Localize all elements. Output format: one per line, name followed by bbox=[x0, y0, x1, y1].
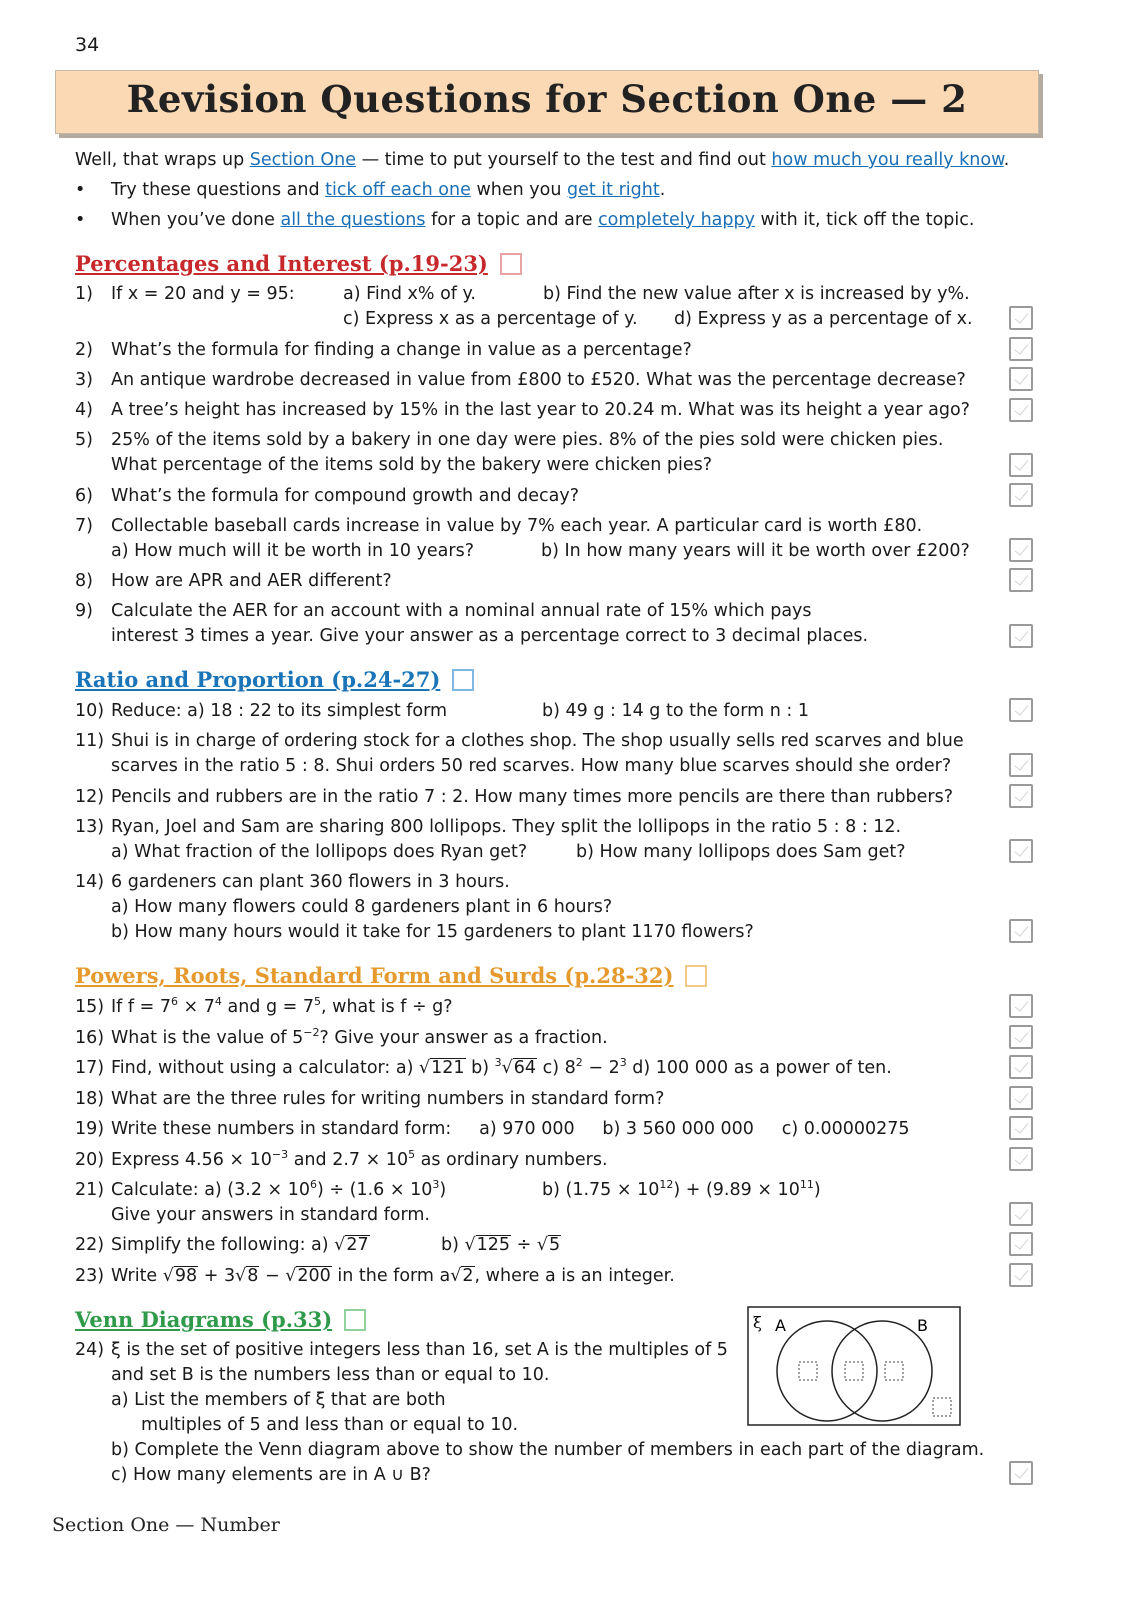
link-get-it-right[interactable]: get it right bbox=[566, 180, 660, 200]
link-all-questions[interactable]: all the questions bbox=[280, 210, 426, 230]
question-text: , where a is an integer. bbox=[474, 1266, 675, 1286]
question-text: as ordinary numbers. bbox=[415, 1150, 608, 1170]
question-7 bbox=[75, 514, 1000, 564]
exponent: −2 bbox=[303, 1026, 320, 1040]
question-9 bbox=[75, 599, 1000, 649]
question-text: ξ is the set of positive integers less than 16, set A is the multiples of 5 bbox=[111, 1340, 728, 1360]
question-number: 14) bbox=[75, 872, 105, 892]
question-text: 25% of the items sold by a bakery in one day were pies. 8% of the pies sold were chicken pies. bbox=[111, 430, 944, 450]
question-number: 11) bbox=[75, 731, 105, 751]
tick-box[interactable] bbox=[1009, 1116, 1033, 1140]
tick-box[interactable] bbox=[1009, 784, 1033, 808]
question-text: Find, without using a calculator: a) bbox=[111, 1058, 419, 1078]
bullet-text: when you bbox=[470, 180, 567, 200]
question-16 bbox=[75, 1026, 1000, 1051]
question-18 bbox=[75, 1087, 1000, 1112]
section-tick-box[interactable] bbox=[500, 253, 522, 275]
tick-box[interactable] bbox=[1009, 624, 1033, 648]
question-text: Express 4.56 × 10 bbox=[111, 1150, 272, 1170]
question-12 bbox=[75, 785, 1000, 810]
question-text: d) 100 000 as a power of ten. bbox=[626, 1058, 892, 1078]
title-banner bbox=[55, 70, 1039, 134]
question-part: a) How many flowers could 8 gardeners plant in 6 hours? bbox=[111, 897, 613, 917]
venn-diagram bbox=[747, 1306, 961, 1426]
bullet-text: for a topic and are bbox=[425, 210, 599, 230]
bullet-2 bbox=[75, 205, 1065, 235]
section-title: Percentages and Interest (p.19-23) bbox=[75, 251, 488, 276]
question-number: 9) bbox=[75, 601, 93, 621]
question-part: b) Find the new value after x is increased by y%. bbox=[543, 284, 970, 304]
tick-box[interactable] bbox=[1009, 568, 1033, 592]
question-17: 17) Find, without using a calculator: a) √121 b) $^3$√64 c) $8^2 - 2^3$ d) 100 000 as a power of ten. bbox=[75, 1056, 1000, 1081]
question-text: c) 8 bbox=[537, 1058, 576, 1078]
question-number: 5) bbox=[75, 430, 93, 450]
question-text: Ryan, Joel and Sam are sharing 800 lollipops. They split the lollipops in the ratio 5 : 8 : 12. bbox=[111, 817, 902, 837]
question-15 bbox=[75, 995, 1000, 1020]
link-section-one[interactable]: Section One bbox=[249, 150, 356, 170]
intro-line bbox=[75, 145, 1065, 175]
set-a-label: A bbox=[775, 1316, 786, 1335]
question-20 bbox=[75, 1148, 1000, 1173]
question-text: − 2 bbox=[582, 1058, 620, 1078]
question-text: Calculate: a) (3.2 × 10 bbox=[111, 1180, 311, 1200]
exponent: 2 bbox=[575, 1056, 583, 1070]
question-number: 12) bbox=[75, 787, 105, 807]
section-heading-percentages bbox=[75, 251, 522, 276]
question-number: 22) bbox=[75, 1235, 105, 1255]
question-text: Pencils and rubbers are in the ratio 7 : 2. How many times more pencils are there than rubbers? bbox=[111, 787, 953, 807]
question-text: What’s the formula for finding a change in value as a percentage? bbox=[111, 340, 692, 360]
question-text: ) bbox=[439, 1180, 447, 1200]
question-1 bbox=[75, 282, 1000, 332]
question-text: A tree’s height has increased by 15% in the last year to 20.24 m. What was its height a year ago? bbox=[111, 400, 970, 420]
question-text: ? Give your answer as a fraction. bbox=[319, 1028, 608, 1048]
question-3 bbox=[75, 368, 1000, 393]
tick-box[interactable] bbox=[1009, 483, 1033, 507]
radicand: 98 bbox=[174, 1266, 198, 1286]
question-text: Shui is in charge of ordering stock for a clothes shop. The shop usually sells red scarves and blue bbox=[111, 731, 964, 751]
question-23: 23) Write √98 + 3√8 − √200 in the form a√2, where a is an integer. bbox=[75, 1264, 1000, 1289]
intro bbox=[75, 145, 1065, 235]
tick-box[interactable] bbox=[1009, 306, 1033, 330]
intro-text: — time to put yourself to the test and find out bbox=[356, 150, 772, 170]
question-text: scarves in the ratio 5 : 8. Shui orders 50 red scarves. How many blue scarves should she order? bbox=[111, 756, 952, 776]
question-22: 22) Simplify the following: a) √27 b) √125 ÷ √5 bbox=[75, 1233, 1000, 1258]
exponent: 3 bbox=[619, 1056, 627, 1070]
question-number: 8) bbox=[75, 571, 93, 591]
bullet-1 bbox=[75, 175, 1065, 205]
question-text: ) bbox=[813, 1180, 821, 1200]
tick-box[interactable] bbox=[1009, 994, 1033, 1018]
tick-box[interactable] bbox=[1009, 1025, 1033, 1049]
question-number: 19) bbox=[75, 1119, 105, 1139]
question-10 bbox=[75, 699, 1000, 724]
exponent: 3 bbox=[432, 1178, 440, 1192]
tick-box[interactable] bbox=[1009, 839, 1033, 863]
question-text: in the form a bbox=[331, 1266, 451, 1286]
tick-box[interactable] bbox=[1009, 337, 1033, 361]
tick-box[interactable] bbox=[1009, 1147, 1033, 1171]
exponent: 12 bbox=[659, 1178, 674, 1192]
question-19 bbox=[75, 1117, 1000, 1142]
question-text: Collectable baseball cards increase in value by 7% each year. A particular card is worth £80. bbox=[111, 516, 923, 536]
question-text: b) bbox=[465, 1058, 495, 1078]
section-heading-powers bbox=[75, 963, 707, 988]
question-text: and 2.7 × 10 bbox=[288, 1150, 409, 1170]
tick-box[interactable] bbox=[1009, 698, 1033, 722]
section-title: Powers, Roots, Standard Form and Surds (p.28-32) bbox=[75, 963, 674, 988]
radicand: 200 bbox=[297, 1266, 331, 1286]
bullet-icon: • bbox=[75, 210, 86, 230]
question-8 bbox=[75, 569, 1000, 594]
exponent: 4 bbox=[214, 995, 222, 1009]
question-text: − bbox=[259, 1266, 286, 1286]
section-heading-venn bbox=[75, 1307, 366, 1332]
tick-box[interactable] bbox=[1009, 1055, 1033, 1079]
question-number: 20) bbox=[75, 1150, 105, 1170]
question-text: and g = 7 bbox=[221, 997, 314, 1017]
question-text: , what is f ÷ g? bbox=[321, 997, 453, 1017]
exponent: 11 bbox=[799, 1178, 814, 1192]
question-number: 3) bbox=[75, 370, 93, 390]
question-part: b) Complete the Venn diagram above to show the number of members in each part of the diagram. bbox=[111, 1440, 985, 1460]
bullet-icon: • bbox=[75, 180, 86, 200]
question-text: What’s the formula for compound growth and decay? bbox=[111, 486, 580, 506]
question-number: 17) bbox=[75, 1058, 105, 1078]
question-number: 4) bbox=[75, 400, 93, 420]
section-heading-ratio bbox=[75, 667, 474, 692]
question-part: c) How many elements are in A ∪ B? bbox=[111, 1465, 431, 1485]
question-text: If f = 7 bbox=[111, 997, 171, 1017]
question-part: c) Express x as a percentage of y. bbox=[343, 309, 638, 329]
link-how-much[interactable]: how much you really know bbox=[771, 150, 1004, 170]
bullet-text: with it, tick off the topic. bbox=[754, 210, 975, 230]
radicand: 27 bbox=[346, 1235, 369, 1255]
tick-box[interactable] bbox=[1009, 453, 1033, 477]
tick-box[interactable] bbox=[1009, 1232, 1033, 1256]
question-text: What are the three rules for writing numbers in standard form? bbox=[111, 1089, 665, 1109]
universal-set-label: ξ bbox=[753, 1313, 762, 1332]
question-text: + 3 bbox=[198, 1266, 236, 1286]
question-text: ) ÷ (1.6 × 10 bbox=[317, 1180, 433, 1200]
radicand: 5 bbox=[549, 1235, 561, 1255]
page-title: Revision Questions for Section One — 2 bbox=[126, 77, 968, 121]
question-number: 2) bbox=[75, 340, 93, 360]
tick-box[interactable] bbox=[1009, 367, 1033, 391]
question-text: 6 gardeners can plant 360 flowers in 3 hours. bbox=[111, 872, 510, 892]
link-tick-off[interactable]: tick off each one bbox=[325, 180, 471, 200]
question-number: 15) bbox=[75, 997, 105, 1017]
question-number: 24) bbox=[75, 1340, 105, 1360]
tick-box[interactable] bbox=[1009, 1461, 1033, 1485]
question-part: b) 49 g : 14 g to the form n : 1 bbox=[542, 701, 809, 721]
question-text: Write these numbers in standard form: a) 970 000 b) 3 560 000 000 c) 0.00000275 bbox=[111, 1119, 910, 1139]
question-number: 23) bbox=[75, 1266, 105, 1286]
question-number: 21) bbox=[75, 1180, 105, 1200]
question-number: 7) bbox=[75, 516, 93, 536]
section-title: Ratio and Proportion (p.24-27) bbox=[75, 667, 441, 692]
question-text: Calculate the AER for an account with a nominal annual rate of 15% which pays bbox=[111, 601, 812, 621]
radicand: 125 bbox=[476, 1235, 511, 1255]
question-6 bbox=[75, 484, 1000, 509]
section-tick-box[interactable] bbox=[344, 1309, 366, 1331]
set-b-label: B bbox=[917, 1316, 928, 1335]
question-text: ÷ bbox=[511, 1235, 537, 1255]
tick-box[interactable] bbox=[1009, 1202, 1033, 1226]
question-text: Write bbox=[111, 1266, 163, 1286]
question-part: Reduce: a) 18 : 22 to its simplest form bbox=[111, 701, 448, 721]
question-part: a) List the members of ξ that are both bbox=[111, 1390, 446, 1410]
question-text: interest 3 times a year. Give your answer as a percentage correct to 3 decimal places. bbox=[111, 626, 869, 646]
question-text: b) (1.75 × 10 bbox=[542, 1180, 660, 1200]
exponent: 5 bbox=[408, 1148, 416, 1162]
radicand: 64 bbox=[513, 1058, 537, 1078]
bullet-text: . bbox=[659, 180, 666, 200]
radicand: 8 bbox=[247, 1266, 259, 1286]
question-text: and set B is the numbers less than or equal to 10. bbox=[111, 1365, 550, 1385]
question-part: b) In how many years will it be worth over £200? bbox=[541, 541, 970, 561]
question-part: b) How many hours would it take for 15 gardeners to plant 1170 flowers? bbox=[111, 922, 754, 942]
question-13 bbox=[75, 815, 1000, 865]
tick-box[interactable] bbox=[1009, 398, 1033, 422]
question-4 bbox=[75, 398, 1000, 423]
footer-section-label: Section One — Number bbox=[52, 1514, 280, 1536]
question-text: If x = 20 and y = 95: bbox=[111, 284, 295, 304]
tick-box[interactable] bbox=[1009, 1263, 1033, 1287]
question-21 bbox=[75, 1178, 1000, 1228]
question-5 bbox=[75, 428, 1000, 478]
question-11 bbox=[75, 729, 1000, 779]
question-14 bbox=[75, 870, 1000, 945]
question-text: ) + (9.89 × 10 bbox=[673, 1180, 800, 1200]
tick-box[interactable] bbox=[1009, 919, 1033, 943]
question-number: 18) bbox=[75, 1089, 105, 1109]
radicand: 2 bbox=[462, 1266, 474, 1286]
question-number: 6) bbox=[75, 486, 93, 506]
question-number: 10) bbox=[75, 701, 105, 721]
exponent: 6 bbox=[170, 995, 178, 1009]
question-text: × 7 bbox=[177, 997, 215, 1017]
tick-box[interactable] bbox=[1009, 1086, 1033, 1110]
question-text: Simplify the following: a) bbox=[111, 1235, 335, 1255]
question-2 bbox=[75, 338, 1000, 363]
intro-text: Well, that wraps up bbox=[75, 150, 250, 170]
bullet-text: When you’ve done bbox=[111, 210, 281, 230]
exponent: −3 bbox=[271, 1148, 289, 1162]
question-text: What is the value of 5 bbox=[111, 1028, 304, 1048]
question-part: a) How much will it be worth in 10 years? bbox=[111, 541, 474, 561]
radicand: 121 bbox=[431, 1058, 465, 1078]
question-part: a) What fraction of the lollipops does Ryan get? bbox=[111, 842, 528, 862]
question-number: 1) bbox=[75, 284, 93, 304]
question-part: a) Find x% of y. bbox=[343, 284, 476, 304]
question-text: b) bbox=[441, 1235, 465, 1255]
question-text: What percentage of the items sold by the bakery were chicken pies? bbox=[111, 455, 713, 475]
question-text: An antique wardrobe decreased in value from £800 to £520. What was the percentage decrease? bbox=[111, 370, 966, 390]
tick-box[interactable] bbox=[1009, 538, 1033, 562]
question-text: multiples of 5 and less than or equal to 10. bbox=[141, 1415, 519, 1435]
section-tick-box[interactable] bbox=[685, 965, 707, 987]
bullet-text: Try these questions and bbox=[111, 180, 326, 200]
section-tick-box[interactable] bbox=[452, 669, 474, 691]
question-number: 16) bbox=[75, 1028, 105, 1048]
exponent: 6 bbox=[310, 1178, 318, 1192]
intro-text: . bbox=[1003, 150, 1010, 170]
question-number: 13) bbox=[75, 817, 105, 837]
page-number: 34 bbox=[75, 34, 100, 56]
question-part: d) Express y as a percentage of x. bbox=[674, 309, 973, 329]
exponent: 5 bbox=[314, 995, 321, 1009]
link-completely-happy[interactable]: completely happy bbox=[598, 210, 755, 230]
section-title: Venn Diagrams (p.33) bbox=[75, 1307, 333, 1332]
question-text: Give your answers in standard form. bbox=[111, 1205, 430, 1225]
root-index: 3 bbox=[494, 1056, 502, 1070]
tick-box[interactable] bbox=[1009, 753, 1033, 777]
question-text: How are APR and AER different? bbox=[111, 571, 392, 591]
question-part: b) How many lollipops does Sam get? bbox=[576, 842, 906, 862]
